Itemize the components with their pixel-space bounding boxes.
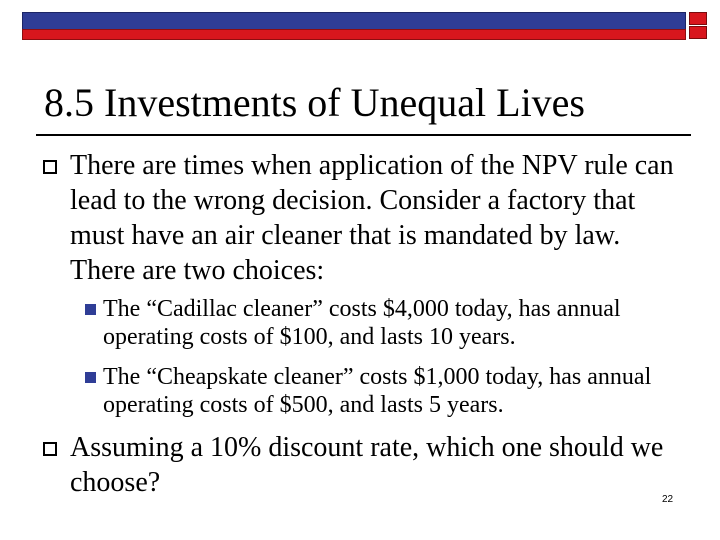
page-number: 22: [662, 494, 674, 505]
sub-bullet-text: The “Cadillac cleaner” costs $4,000 today, has annual operating costs of $100, and lasts 10 years.: [103, 296, 621, 350]
bullet-item: [43, 148, 683, 288]
header-red-square-bottom: [689, 26, 707, 39]
filled-square-bullet-icon: [85, 372, 96, 383]
bullet-item: [43, 430, 683, 500]
bullet-text: There are times when application of the NPV rule can lead to the wrong decision. Consider a factory that must have an air cleaner that is mandated by law. There are two choices:: [70, 150, 674, 286]
hollow-square-bullet-icon: [43, 442, 57, 456]
title-underline: [36, 134, 691, 136]
sub-bullet-item: [79, 295, 679, 351]
header-decoration-bar: [22, 12, 708, 40]
bullet-text: Assuming a 10% discount rate, which one should we choose?: [70, 432, 664, 498]
header-red-square-top: [689, 12, 707, 25]
filled-square-bullet-icon: [85, 304, 96, 315]
sub-bullet-item: [79, 363, 679, 419]
header-red-band: [22, 29, 686, 40]
slide-title: 8.5 Investments of Unequal Lives: [44, 80, 585, 125]
sub-bullet-text: The “Cheapskate cleaner” costs $1,000 today, has annual operating costs of $500, and lasts 5 years.: [103, 364, 652, 418]
hollow-square-bullet-icon: [43, 160, 57, 174]
header-blue-band: [22, 12, 686, 30]
